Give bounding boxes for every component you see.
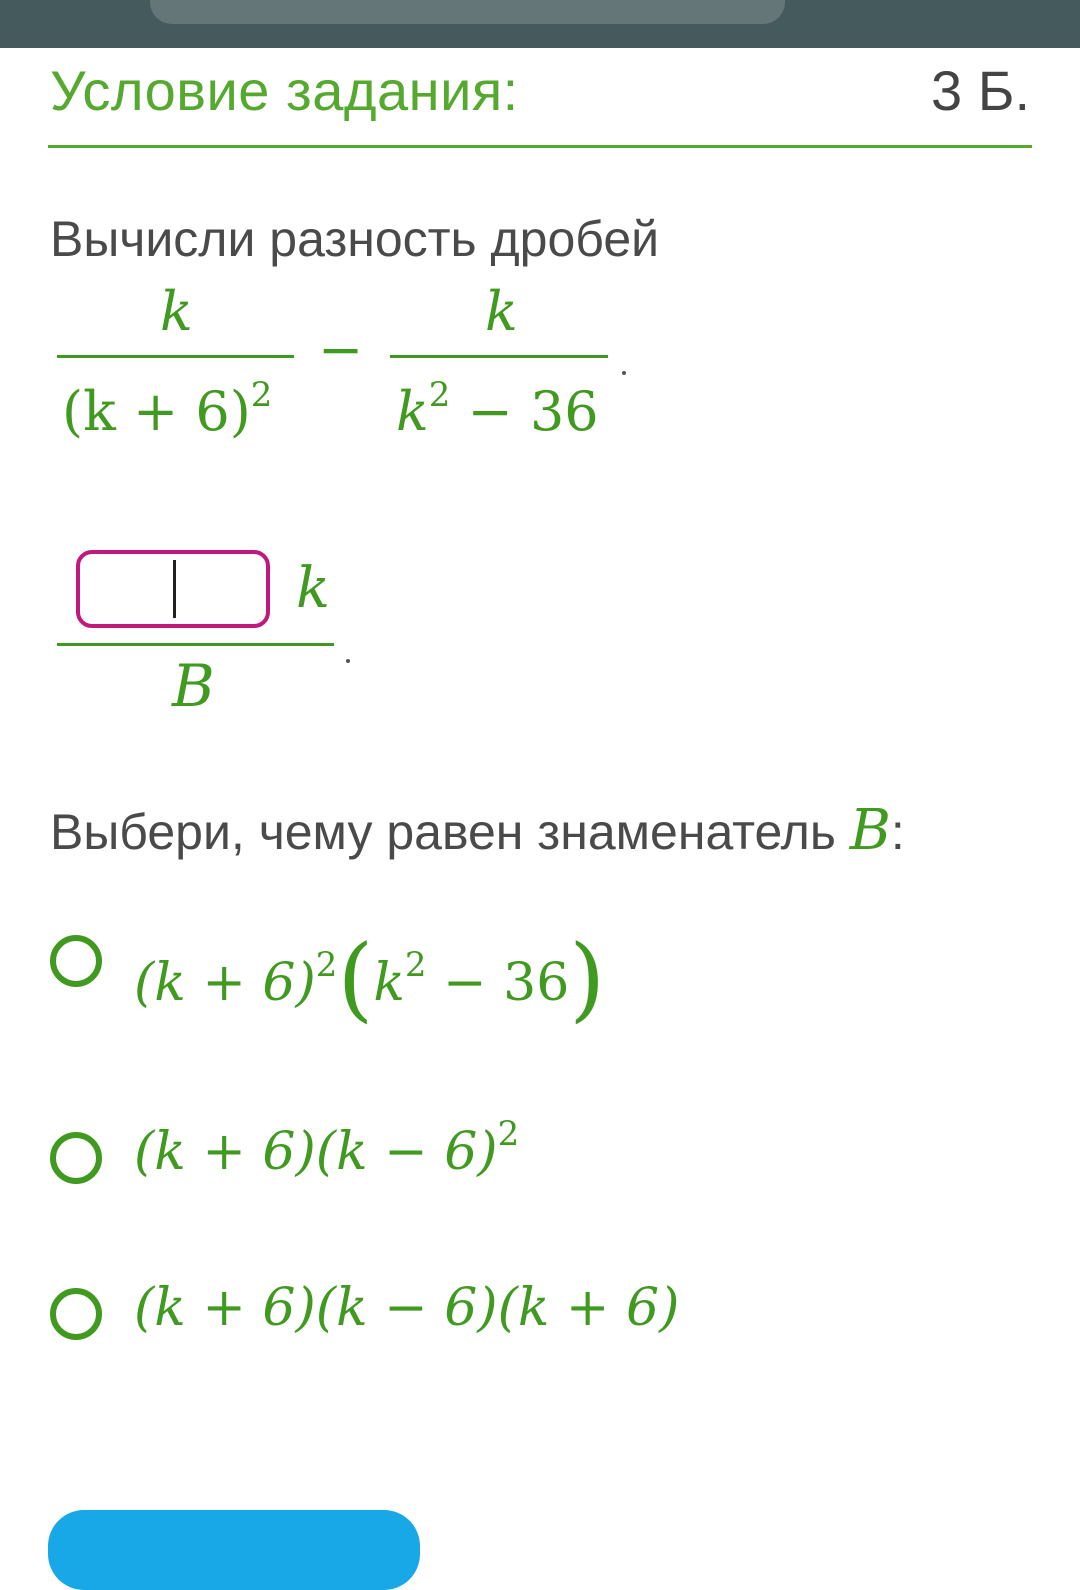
answer-period-dot [346, 659, 350, 663]
option-3-radio[interactable] [50, 1288, 102, 1340]
frac2-denominator [396, 375, 599, 443]
question-label: Выбери, чему равен знаменатель [50, 804, 850, 860]
page-title: Условие задания: [50, 59, 519, 122]
option-1-label[interactable] [134, 915, 606, 1032]
option-3-label[interactable] [134, 1278, 679, 1338]
points-badge: 3 Б. [930, 59, 1030, 122]
search-pill[interactable] [150, 0, 785, 24]
option-2-label[interactable] [134, 1114, 520, 1182]
answer-denominator: B [172, 652, 215, 720]
task-prompt: Вычисли разность дробей [50, 211, 660, 267]
option-2-a-exp: 2 [497, 1114, 520, 1154]
frac2-den-base: k [396, 380, 429, 443]
frac1-den-base: (k + 6) [62, 380, 251, 443]
text-cursor [173, 560, 176, 618]
question-text [50, 798, 905, 863]
option-1-a-exp: 2 [315, 945, 338, 985]
top-bar [0, 0, 1080, 48]
option-1-open-paren: ( [337, 925, 374, 1032]
option-1-a: (k + 6) [134, 953, 316, 1013]
option-1-b-exp: 2 [404, 945, 427, 985]
option-1-c: − 36 [426, 953, 570, 1013]
minus-sign: − [318, 318, 364, 381]
option-1-b: k [373, 953, 405, 1013]
task-header [48, 48, 1032, 148]
option-1-radio[interactable] [50, 935, 102, 987]
frac2-line [390, 355, 608, 358]
option-2-a: (k + 6)(k − 6) [134, 1122, 498, 1182]
question-colon: : [890, 804, 905, 860]
submit-button[interactable] [48, 1510, 420, 1590]
option-2-radio[interactable] [50, 1132, 102, 1184]
answer-numerator-var: k [296, 556, 330, 621]
period-dot [622, 371, 626, 375]
frac2-numerator: k [485, 280, 518, 343]
frac1-numerator: k [160, 280, 193, 343]
frac1-den-exp: 2 [250, 375, 273, 415]
frac1-line [57, 355, 294, 358]
option-1-close-paren: ) [569, 925, 606, 1032]
question-var: B [849, 798, 891, 863]
frac1-denominator [62, 375, 273, 443]
frac2-den-rest: − 36 [450, 380, 599, 443]
option-3-a: (k + 6)(k − 6)(k + 6) [134, 1278, 680, 1338]
answer-fraction-line [57, 643, 334, 646]
frac2-den-exp: 2 [428, 375, 451, 415]
